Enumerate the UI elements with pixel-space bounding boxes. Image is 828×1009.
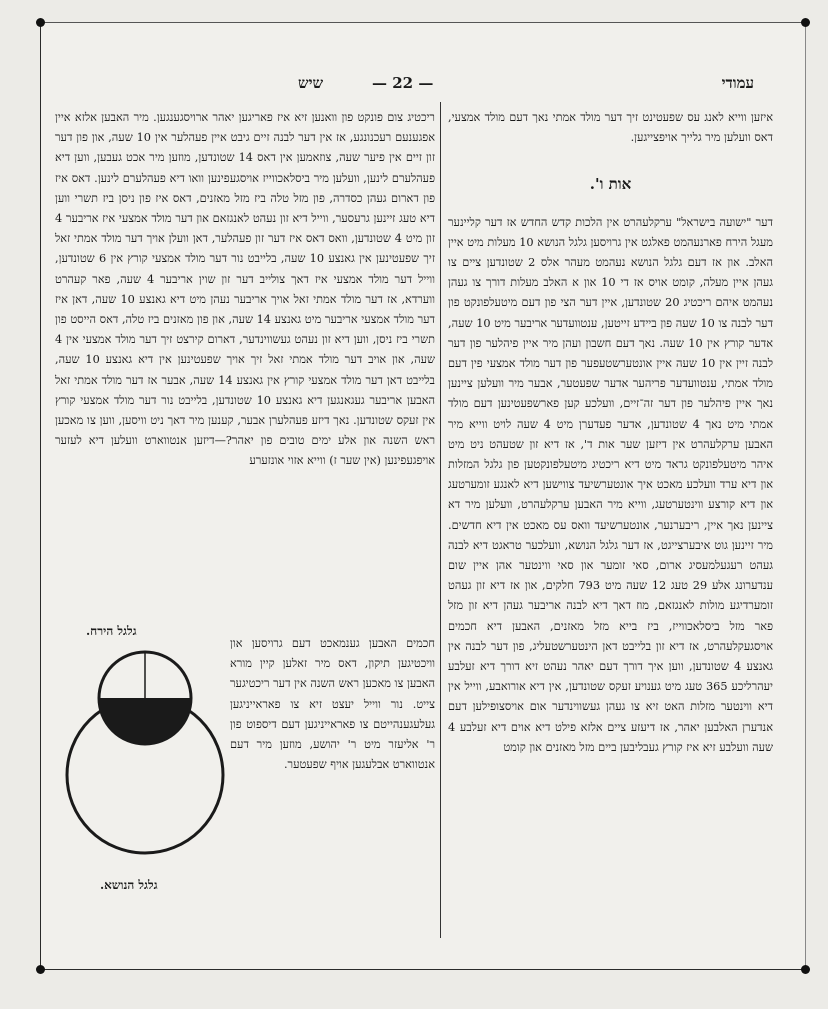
header-right-label: עמודי (721, 74, 754, 92)
right-column (448, 108, 773, 758)
left-column-bottom (230, 634, 435, 775)
left-body-paragraph: ריכטיג צום פונקט פון וואנען זיא איז פאריגען יאהר ארויסגענגען. מיר האבען אלזא איין אפגענעם רעכנונגע, אז אין דער לבנה זיים גיבט איין פעהלער אין 10 שעה, און פון דער זון זיים אין פיער שעה, צוזאמען אין דאס 14 שטונדען, מוזען מיר אכט געבען, ווען דיא פעהלערם לינען, וועלען מיר ביסלאכווייז אויסגעפינען וואו דיא פעהלערם לינען. דאס איז פון דארום געהן כסדרה, פון מזל טלה ביז מזל מאזנים, דאס איז פון ניסן ביז תשרי ווען דיא טעג זיינען גרעסער, ווייל דיא זון נעהט לאנגזאם און דער מולד אמצעי איז אריבער 4 זון מיט 4 שטונדען, וואס דאס איז דער זון פעהלער, דאן וועלן אויך דער מולד אמתי זאל זיך שפעטינען אין גאנצע 10 שעה, בלייבט נור דער מולד אמצעי קורץ אין 6 שטונדען, ווייל דער מולד אמצעי איז דאך צולייב דער זון שוין אריבער 4 שעה, פאר קעהרט ווערדא, אז דער מולד אמתי זאל אויך אריבער נעהן מיט דיא גאנצע 10 שעה, דאן איז דער מולד אמצעי אריבער מיט גאנצע 14 שעה, און פון מאזנים ביז טלה, דאס הייסט פון תשרי ביז ניסן, ווען דיא זון נעהט געשווינדער, דארום קירצט זיך דער מולד אמצעי אין 4 שעה, און אויב דער מולד אמתי זאל זיך אויך שפעטינען אין דיא גאנצע 10 שעה, בלייבט דאן דער מולד אמצעי קורץ אין גאנצע 14 שעה, אבער אז דער מולד אמתי זאל האבען אריבער געגאנגען דיא גאנצע 10 שטונדען, בלייבט נור דער מולד אמצעי קורץ אין זעקס שטונדען. נאך דיזע פעהלערן אבער, קענען מיר דאך ניט וויסען, ווען צו מאכען ראש השנה און אלע ימים טובים פון יאהר?—דיזען אנטווארט וועלען דיא לעזער אויפגעפינען (אין שער ז) ווייא אזוי אונזערע (55, 111, 435, 468)
page-header (0, 52, 828, 92)
moon-dark-half (99, 698, 191, 744)
corner-dot-top-left (36, 18, 45, 27)
figure-caption-moon: גלגל הירח. (86, 624, 137, 638)
header-left-label: שיש (298, 74, 324, 92)
left-column (55, 108, 435, 472)
corner-dot-top-right (801, 18, 810, 27)
left-bottom-paragraph: חכמים האבען גענמאכט דעם גרויסען און וויכטיגען תיקון, דאס מיר זאלען קיין מורא האבען צו מאכען ראש השנה אין דער ריכטיגער צייט. נור ווייל יעצט זיא צו פאראייניגען געלעגענהייטם צו פאראייניגען דעם דיספוט פון ר' אליעזר מיט ר' יהושע, מוזען מיר דעם אנטווארט אבלעגען אויף שפעטער. (230, 637, 435, 772)
corner-dot-bottom-right (801, 965, 810, 974)
column-divider (440, 102, 441, 938)
section-heading: אות ו'. (589, 175, 632, 194)
corner-dot-bottom-left (36, 965, 45, 974)
orbit-diagram (60, 640, 230, 870)
page-number: — 22 — (372, 74, 434, 92)
figure-caption-carrier: גלגל הנושא. (100, 878, 158, 892)
intro-paragraph: איזען ווייא לאנג עס שפעטינט זיך דער מולד אמתי נאך דעם מולד אמצעי, דאס וועלען מיר גלייך אויפצייגען. (448, 111, 773, 145)
right-body-paragraph: דער "ישועה בישראל" ערקלעהרט אין הלכות קדש החדש אז דער קליינער מעגל הירח פארנעהמט פאלגט אין גרויסען גלגל הנושא 10 מעלות מיט איין האלב. און אז דעם גלגל הנושא נעהמט מעהר אלס 2 שטונדען ציים צו געהן איין מעלה, קומט אויס אז די 10 און א האלב מעלות דורך צו געהן נעהמט איהם ריכטיג 20 שטונדען, איין דער הצי פון דעם מיטעלפונקט פון דער לבנה צו 10 שעה פון ביידע זייטען, ענטוועדער אריבער מיט 10 שעה, אדער קורץ אין 10 שעה. נאך דעם חשבון ועהן מיר איין פיהלער פון דער לבנה זיין אין 10 שעה איין אונטערשטעפער פון דער מולד אמצעי פין דעם מולד אמתי, ענטוועדער פריהער אדער שפעטער, אבער מיר וועלען ציינען נאך איין פיהלער פון דער זה־זיים, וועלכע קען פארשפעטינען דעם מולד אמתי מיט נאך 4 שטונדען, אדער פעדערן מיט 4 שעה לויט ווייא מיר האבען ערקלעהרט אין דיזען שער אות ד', אז דיא זון שטעהט ניט מיט איהר מיטעלפונקט גראד מיט דיא ריכטיג מיטעלפונקטען פון גלגל המזלות און דיא ערד וועלכע מאכט איך אונטערשיעד צווישען דיא לאנגע זומערטעג און דיא קורצע ווינטערטעג, ווייא מיר האבען ערקלעהרט, וועלען מיר דא ציינען נאך איין, ריבערנער, אונטערשיעד וואס עס מאכט אין דיא חדשים. מיר זיינען גוט איבערצייגט, אז דער גלגל הנושא, וועלכער טראגט דיא לבנה געהט רעגעלמעסיג ארום, סאי זומער און סאי ווינטער אהן איין שום ענדערונג אלע 29 טעג 12 שעה מיט 793 חלקים, און אז דיא זון געהט זומערדיגע מולות לאנגזאם, מוז דאך דיא לבנה אריבער געהן דיא זון מזל פאר מזל ביסלאכווייז, ביז בייא מזל מאזנים, האבען דיא חכמים אויסגעקלעהרט, אז דיא זון בלייבט דאן הינטערשטעליג, פון דער לבנה אין גאנצע 4 שטונדען, ווען איך דורך דעם יאהר נעהט זיא דורך דיא זעלבע יעהרליכע 365 טעג מיט גענויע זעקס שטונדען, אין דיא אורואבע, ווייל אין דיא ווינטער מזלות האט זיא צו געהן געשווינדער אום אויסצופילען דעם אנדערן האלבען יאהר, אז דיעזע ציים אלזא פילט דיא אוים דיא זעלבע 4 שעה וועלבע זיא איז קורץ געבליבען ביים מזל מאזנים און קומט (448, 215, 774, 754)
